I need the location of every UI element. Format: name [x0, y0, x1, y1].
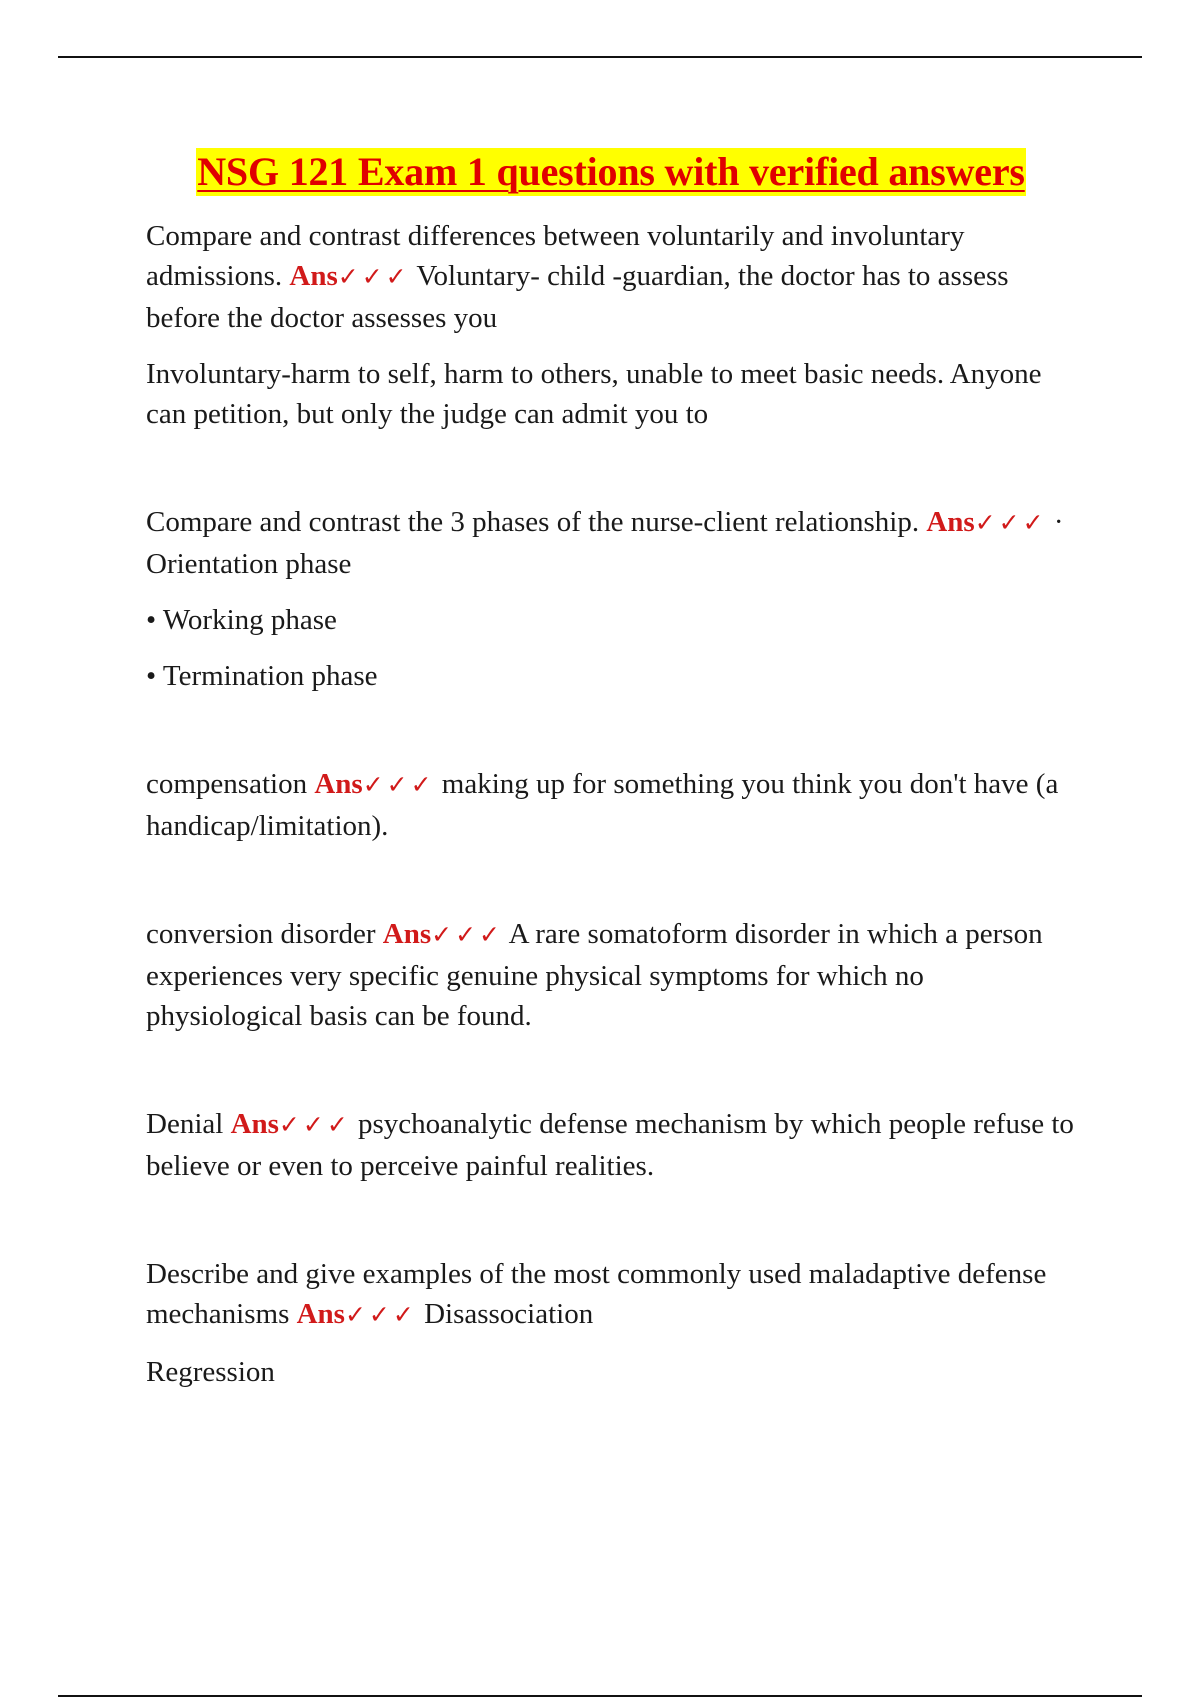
check-marks-icon: ✓✓✓ — [278, 1112, 351, 1139]
answer-text: A rare somatoform disorder in which a person experiences very specific genuine physical symptoms for which no physiological basis can be found. — [146, 918, 1043, 1032]
document-body — [146, 148, 1076, 1392]
answer-label: Ans — [289, 260, 338, 292]
answer-text: Disassociation — [424, 1298, 594, 1330]
answer-label: Ans — [926, 506, 975, 538]
answer-text: Voluntary- child -guardian, the doctor has to assess before the doctor assesses you — [146, 260, 1009, 334]
check-marks-icon: ✓✓✓ — [431, 922, 503, 949]
question-text: Denial — [146, 1108, 224, 1140]
answer-continuation: Involuntary-harm to self, harm to others, unable to meet basic needs. Anyone can petition, but only the judge can admit you to — [146, 358, 1042, 430]
check-marks-icon: ✓✓✓ — [337, 264, 410, 291]
answer-list-item: • Termination phase — [146, 660, 378, 692]
qa-item — [146, 764, 1076, 846]
answer-label: Ans — [230, 1108, 279, 1140]
qa-item — [146, 1254, 1076, 1336]
answer-label: Ans — [382, 918, 432, 950]
title-block — [142, 148, 1080, 196]
check-marks-icon: ✓✓✓ — [344, 1302, 417, 1329]
answer-text: making up for something you think you don't have (a handicap/limitation). — [146, 768, 1059, 842]
question-text: Compare and contrast the 3 phases of the nurse-client relationship. — [146, 506, 920, 538]
question-text: conversion disorder — [146, 918, 376, 950]
question-text: Compare and contrast differences between voluntarily and involuntary admissions. — [146, 220, 965, 292]
footer-rule — [58, 1695, 1142, 1697]
answer-text: psychoanalytic defense mechanism by which people refuse to believe or even to perceive painful realities. — [146, 1108, 1074, 1182]
answer-continuation: Regression — [146, 1356, 275, 1388]
qa-item — [146, 216, 1076, 338]
question-text: compensation — [146, 768, 308, 800]
answer-label: Ans — [314, 768, 363, 800]
header-rule — [58, 56, 1142, 58]
question-text: Describe and give examples of the most commonly used maladaptive defense mechanisms — [146, 1258, 1047, 1330]
qa-item — [146, 502, 1076, 584]
check-marks-icon: ✓✓✓ — [362, 772, 435, 799]
qa-item — [146, 1104, 1076, 1186]
qa-item — [146, 914, 1076, 1036]
check-marks-icon: ✓✓✓ — [974, 510, 1047, 537]
answer-text: · Orientation phase — [146, 506, 1064, 580]
document-title: NSG 121 Exam 1 questions with verified answers — [197, 149, 1025, 194]
answer-label: Ans — [296, 1298, 345, 1330]
answer-list-item: • Working phase — [146, 604, 337, 636]
